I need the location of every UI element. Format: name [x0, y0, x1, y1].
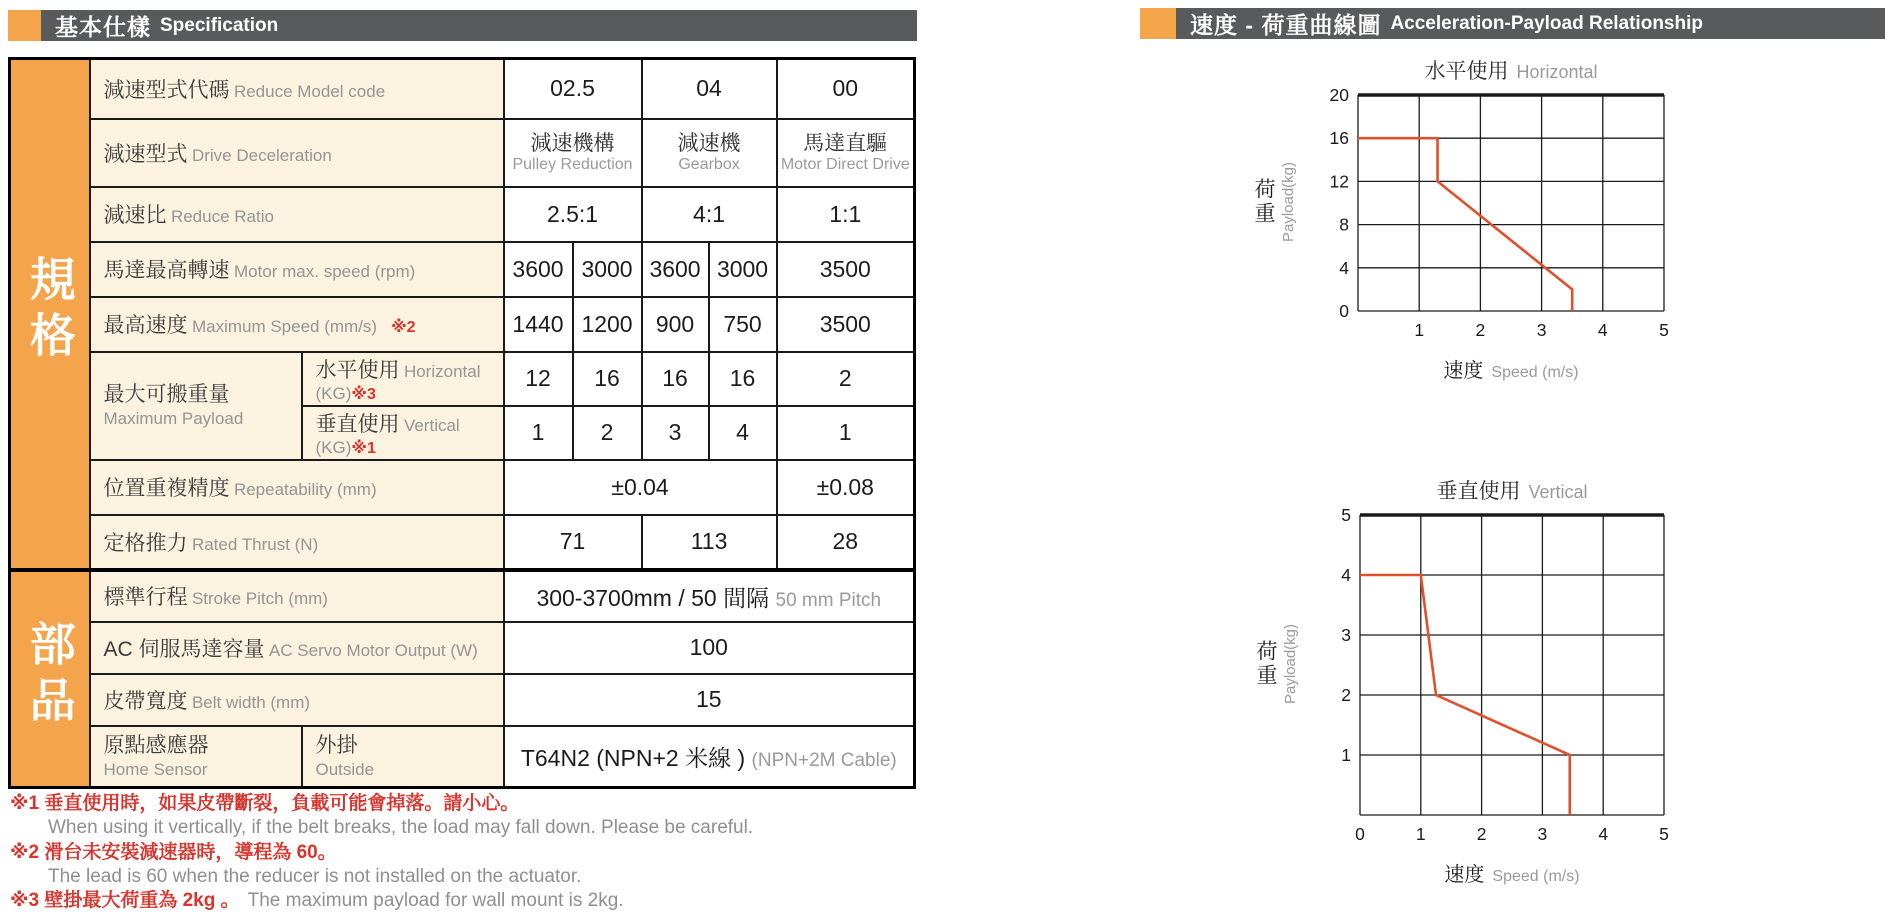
- orange-accent-square: [8, 10, 41, 41]
- value-model-code-2: 04: [642, 59, 777, 119]
- row-reduce-ratio: [10, 187, 915, 242]
- row-belt-width: [10, 674, 915, 726]
- value-model-code-3: 00: [777, 59, 915, 119]
- label-belt-width: 皮帶寬度 Belt width (mm): [90, 674, 504, 726]
- value-speed-2a: 900: [642, 297, 709, 352]
- row-reduce-model-code: [10, 59, 915, 119]
- value-thrust-2: 113: [642, 515, 777, 570]
- value-ratio-2: 4:1: [642, 187, 777, 242]
- value-vpayload-2b: 4: [709, 406, 777, 460]
- vertical-chart-ylabel: 荷重 Payload(kg): [1254, 623, 1299, 704]
- row-repeatability: [10, 460, 915, 515]
- chart-section: [1140, 0, 1885, 911]
- value-repeatability-12: ±0.04: [504, 460, 777, 515]
- value-rpm-3: 3500: [777, 242, 915, 297]
- svg-text:3: 3: [1536, 320, 1547, 340]
- row-stroke-pitch: [10, 570, 915, 622]
- value-vpayload-1b: 2: [573, 406, 642, 460]
- note-ref-2: ※2: [391, 319, 416, 336]
- svg-text:4: 4: [1598, 824, 1609, 844]
- value-belt-width: 15: [504, 674, 915, 726]
- value-vpayload-2a: 3: [642, 406, 709, 460]
- value-hpayload-1b: 16: [573, 352, 642, 406]
- label-maximum-speed: 最高速度 Maximum Speed (mm/s) ※2: [90, 297, 504, 352]
- row-rated-thrust: [10, 515, 915, 570]
- value-vpayload-3: 1: [777, 406, 915, 460]
- horizontal-chart-ylabel: 荷重 Payload(kg): [1252, 161, 1297, 242]
- svg-text:5: 5: [1341, 507, 1351, 525]
- label-stroke-pitch: 標準行程 Stroke Pitch (mm): [90, 570, 504, 622]
- row-servo-output: [10, 622, 915, 674]
- sidebar-parts: [10, 570, 90, 788]
- vertical-chart-title: 垂直使用 Vertical: [1436, 480, 1588, 503]
- footnote-1-cjk: ※1 垂直使用時，如果皮帶斷裂，負載可能會掉落。請小心。: [10, 793, 520, 814]
- note-ref-3: ※3: [351, 385, 376, 403]
- vertical-payload-chart: [1254, 477, 1676, 887]
- svg-text:20: 20: [1329, 87, 1349, 105]
- value-hpayload-3: 2: [777, 352, 915, 406]
- value-stroke-pitch: 300-3700mm / 50 間隔 50 mm Pitch: [504, 570, 915, 622]
- label-reduce-ratio: 減速比 Reduce Ratio: [90, 187, 504, 242]
- value-speed-1a: 1440: [504, 297, 573, 352]
- note-ref-1: ※1: [351, 439, 376, 457]
- value-hpayload-1a: 12: [504, 352, 573, 406]
- value-speed-2b: 750: [709, 297, 777, 352]
- label-drive-deceleration: 減速型式 Drive Deceleration: [90, 119, 504, 187]
- svg-text:4: 4: [1339, 257, 1349, 278]
- chart-title-en: Acceleration-Payload Relationship: [1390, 12, 1703, 34]
- value-rpm-2b: 3000: [709, 242, 777, 297]
- spec-header-bar: [41, 10, 917, 41]
- svg-text:8: 8: [1339, 214, 1349, 235]
- label-reduce-model-code: 減速型式代碼 Reduce Model code: [90, 59, 504, 119]
- horizontal-chart-plot: [1314, 87, 1676, 350]
- horizontal-payload-chart: [1252, 57, 1676, 383]
- label-home-sensor: 原點感應器 Home Sensor: [90, 726, 302, 788]
- value-speed-3: 3500: [777, 297, 915, 352]
- footnote-2-cjk: ※2 滑台未安裝減速器時，導程為 60。: [10, 841, 337, 863]
- label-maximum-payload: 最大可搬重量 Maximum Payload: [90, 352, 302, 460]
- value-model-code-1: 02.5: [504, 59, 642, 119]
- value-ratio-3: 1:1: [777, 187, 915, 242]
- footnote-3-cjk: ※3 壁掛最大荷重為 2kg 。: [10, 890, 240, 912]
- svg-text:3: 3: [1341, 625, 1351, 645]
- row-motor-max-speed: [10, 242, 915, 297]
- spec-section-header: [8, 10, 917, 41]
- value-thrust-1: 71: [504, 515, 642, 570]
- value-hpayload-2b: 16: [709, 352, 777, 406]
- chart-header-bar: [1176, 8, 1885, 39]
- value-ratio-1: 2.5:1: [504, 187, 642, 242]
- chart-section-header: [1140, 8, 1885, 39]
- horizontal-chart-title: 水平使用 Horizontal: [1424, 60, 1598, 83]
- spec-title-en: Specification: [160, 14, 279, 36]
- svg-text:1: 1: [1414, 320, 1425, 340]
- spec-table: [8, 57, 916, 789]
- value-thrust-3: 28: [777, 515, 915, 570]
- svg-text:5: 5: [1659, 824, 1669, 844]
- value-home-sensor: T64N2 (NPN+2 米線 ) (NPN+2M Cable): [504, 726, 915, 788]
- svg-text:0: 0: [1355, 824, 1365, 844]
- value-rpm-2a: 3600: [642, 242, 709, 297]
- value-vpayload-1a: 1: [504, 406, 573, 460]
- label-vertical-payload: 垂直使用 Vertical (KG)※1: [302, 406, 504, 460]
- row-home-sensor: [10, 726, 915, 788]
- footnote-3-en: The maximum payload for wall mount is 2kg.: [247, 890, 624, 912]
- label-repeatability: 位置重複精度 Repeatability (mm): [90, 460, 504, 515]
- footnote-2-en: The lead is 60 when the reducer is not installed on the actuator.: [48, 865, 582, 887]
- svg-text:5: 5: [1659, 320, 1669, 340]
- vertical-chart-xlabel: 速度 Speed (m/s): [1444, 864, 1580, 886]
- svg-text:4: 4: [1597, 320, 1608, 340]
- label-motor-max-speed: 馬達最高轉速 Motor max. speed (rpm): [90, 242, 504, 297]
- svg-text:4: 4: [1341, 565, 1351, 585]
- label-rated-thrust: 定格推力 Rated Thrust (N): [90, 515, 504, 570]
- svg-text:12: 12: [1329, 171, 1349, 192]
- footnotes: [10, 792, 930, 914]
- value-deceleration-1: 減速機構 Pulley Reduction: [504, 119, 642, 187]
- svg-text:2: 2: [1475, 320, 1486, 340]
- row-payload-horizontal: [10, 352, 915, 406]
- svg-text:3: 3: [1537, 824, 1548, 844]
- svg-text:2: 2: [1341, 685, 1351, 705]
- chart-title-cjk: 速度 - 荷重曲線圖: [1190, 12, 1382, 38]
- value-repeatability-3: ±0.08: [777, 460, 915, 515]
- label-home-sensor-outside: 外掛 Outside: [302, 726, 504, 788]
- svg-text:1: 1: [1415, 824, 1426, 844]
- sidebar-parts-label: 部品: [23, 620, 76, 733]
- svg-text:0: 0: [1339, 301, 1349, 321]
- label-servo-output: AC 伺服馬達容量 AC Servo Motor Output (W): [90, 622, 504, 674]
- svg-text:1: 1: [1341, 745, 1351, 765]
- value-servo-output: 100: [504, 622, 915, 674]
- label-horizontal-payload: 水平使用 Horizontal (KG)※3: [302, 352, 504, 406]
- value-speed-1b: 1200: [573, 297, 642, 352]
- row-drive-deceleration: [10, 119, 915, 187]
- spec-title-cjk: 基本仕樣: [55, 14, 151, 40]
- row-maximum-speed: [10, 297, 915, 352]
- value-deceleration-2: 減速機 Gearbox: [642, 119, 777, 187]
- svg-text:2: 2: [1476, 824, 1487, 844]
- value-hpayload-2a: 16: [642, 352, 709, 406]
- value-deceleration-3: 馬達直驅 Motor Direct Drive: [777, 119, 915, 187]
- sidebar-spec-label: 規格: [23, 255, 76, 368]
- value-rpm-1b: 3000: [573, 242, 642, 297]
- vertical-chart-plot: [1316, 507, 1676, 854]
- sidebar-spec: [10, 59, 90, 570]
- svg-text:16: 16: [1329, 128, 1349, 149]
- footnote-1-en: When using it vertically, if the belt breaks, the load may fall down. Please be careful.: [48, 817, 754, 839]
- value-rpm-1a: 3600: [504, 242, 573, 297]
- orange-accent-square: [1140, 8, 1176, 39]
- footnote-3: [10, 889, 930, 913]
- horizontal-chart-xlabel: 速度 Speed (m/s): [1443, 360, 1579, 382]
